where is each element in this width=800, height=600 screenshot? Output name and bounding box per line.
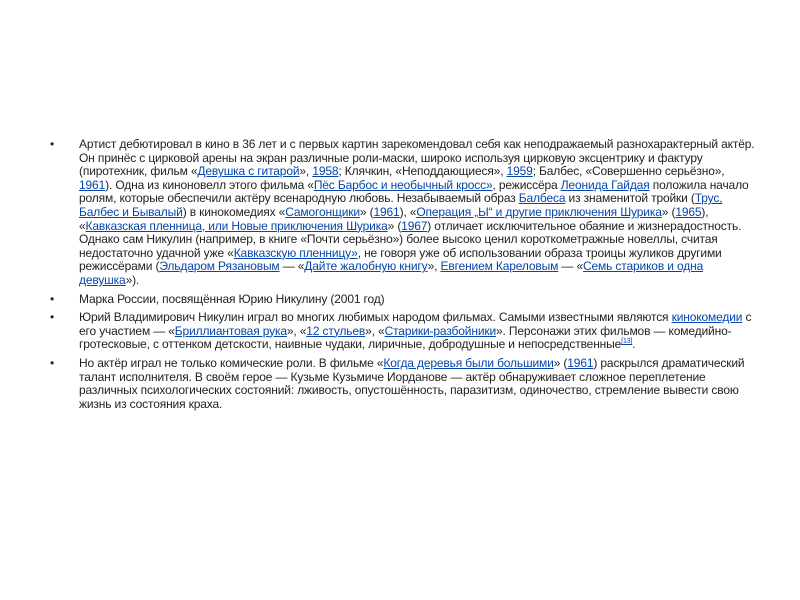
text-run: »). — [125, 272, 140, 287]
inline-link[interactable]: Пёс Барбос и необычный кросс» — [313, 177, 493, 192]
text-run: — « — [558, 259, 583, 274]
footnote-ref[interactable] — [621, 338, 632, 345]
inline-link[interactable]: Леонида Гайдая — [560, 177, 650, 192]
bullet-item — [48, 138, 760, 288]
text-run: » ( — [359, 204, 374, 219]
inline-link[interactable]: Операция „Ы“ и другие приключения Шурика — [416, 204, 662, 219]
text-run: Юрий Владимирович Никулин играл во многих любимых народом фильмах. Самыми известными являются — [79, 310, 672, 325]
text-run: положила начало ролям, которые обеспечили актёру всенародную любовь. Незабываемый образ — [79, 177, 749, 206]
inline-link[interactable]: Когда деревья были большими — [383, 355, 554, 370]
text-run: Марка России, посвящённая Юрию Никулину (2001 год) — [79, 291, 385, 306]
text-run: с его участием — « — [79, 310, 752, 338]
text-run: ). Одна из киноновелл этого фильма « — [105, 177, 314, 192]
text-run: из знаменитой тройки ( — [565, 191, 695, 206]
bullet-item — [48, 311, 760, 352]
text-run: Но актёр играл не только комические роли. В фильме « — [79, 355, 384, 370]
bullet-dot: • — [50, 310, 55, 325]
text-run: , не говоря уже об использовании образа троицы жуликов другими режиссёрами ( — [79, 245, 722, 274]
text-run: », — [427, 259, 441, 274]
inline-link[interactable]: Трус, Балбес и Бывалый — [79, 191, 723, 219]
text-run: ) в кинокомедиях « — [182, 204, 286, 219]
inline-link[interactable]: Старики-разбойники — [384, 323, 497, 338]
inline-link[interactable]: Самогонщики — [285, 204, 360, 219]
inline-link[interactable]: Эльдаром Рязановым — [159, 259, 280, 274]
text-run: — « — [279, 259, 305, 274]
bullet-dot: • — [50, 291, 55, 306]
bullet-list — [48, 138, 760, 416]
inline-link[interactable]: Кавказскую пленницу» — [233, 245, 358, 260]
inline-link[interactable]: 1961 — [373, 204, 400, 219]
bullet-item — [48, 357, 760, 411]
text-run: Артист дебютировал в кино в 36 лет и с первых картин зарекомендовал себя как неподражаемый разнохарактерный актёр. Он принёс с цирковой арены на экран различные роли-маски, широко используя цирковую эксцентрику и фактуру (пиротехник, фильм « — [79, 137, 755, 179]
inline-link[interactable]: 1959 — [506, 164, 533, 179]
text-run: », — [299, 164, 313, 179]
inline-link[interactable]: Кавказская пленница, или Новые приключения Шурика — [85, 218, 388, 233]
inline-link[interactable]: 1967 — [401, 218, 428, 233]
inline-link[interactable]: кинокомедии — [671, 310, 743, 325]
text-run: ), « — [79, 204, 709, 233]
text-run: , режиссёра — [492, 177, 561, 192]
inline-link[interactable]: [13] — [621, 338, 633, 346]
inline-link[interactable]: 1961 — [567, 355, 594, 370]
inline-link[interactable]: 1961 — [79, 177, 106, 192]
inline-link[interactable]: Семь стариков и одна девушка — [79, 259, 704, 287]
inline-link[interactable]: 1965 — [675, 204, 702, 219]
text-run: » ( — [553, 355, 568, 370]
text-run: » ( — [661, 204, 676, 219]
inline-link[interactable]: Бриллиантовая рука — [174, 323, 287, 338]
text-run: », « — [365, 323, 385, 338]
text-run: ) отличает исключительное обаяние и жизнерадостность. Однако сам Никулин (например, в книге «Почти серьёзно») более высоко ценил короткометражные новеллы, считая недостаточно удачной уже « — [79, 218, 742, 260]
inline-link[interactable]: Балбеса — [518, 191, 566, 206]
inline-link[interactable]: Евгением Кареловым — [440, 259, 559, 274]
text-run: ; Клячкин, «Неподдающиеся», — [338, 164, 507, 179]
text-run: . — [632, 337, 636, 352]
inline-link[interactable]: 12 стульев — [306, 323, 366, 338]
text-run: ), « — [399, 204, 417, 219]
inline-link[interactable]: Девушка с гитарой — [197, 164, 300, 179]
bullet-item — [48, 293, 760, 307]
inline-link[interactable]: Дайте жалобную книгу — [304, 259, 428, 274]
text-run: », « — [286, 323, 307, 338]
bullet-dot: • — [50, 355, 55, 370]
text-run: ; Балбес, «Совершенно серьёзно», — [532, 164, 725, 179]
text-run: ». Персонажи этих фильмов — комедийно-гротесковые, с оттенком детскости, наивные чудаки, лиричные, добродушные и непосредственные — [79, 323, 732, 352]
text-run: ) раскрылся драматический талант исполнителя. В своём герое — Кузьме Кузьмиче Иорданове — актёр обнаруживает сложное переплетение различных психологических состояний: лживость, опустошённость, паразитизм, одиночество, стремление вывести свою жизнь из состояния краха. — [79, 355, 745, 411]
inline-link[interactable]: 1958 — [312, 164, 339, 179]
bullet-dot: • — [50, 137, 55, 151]
text-run: » ( — [387, 218, 402, 233]
